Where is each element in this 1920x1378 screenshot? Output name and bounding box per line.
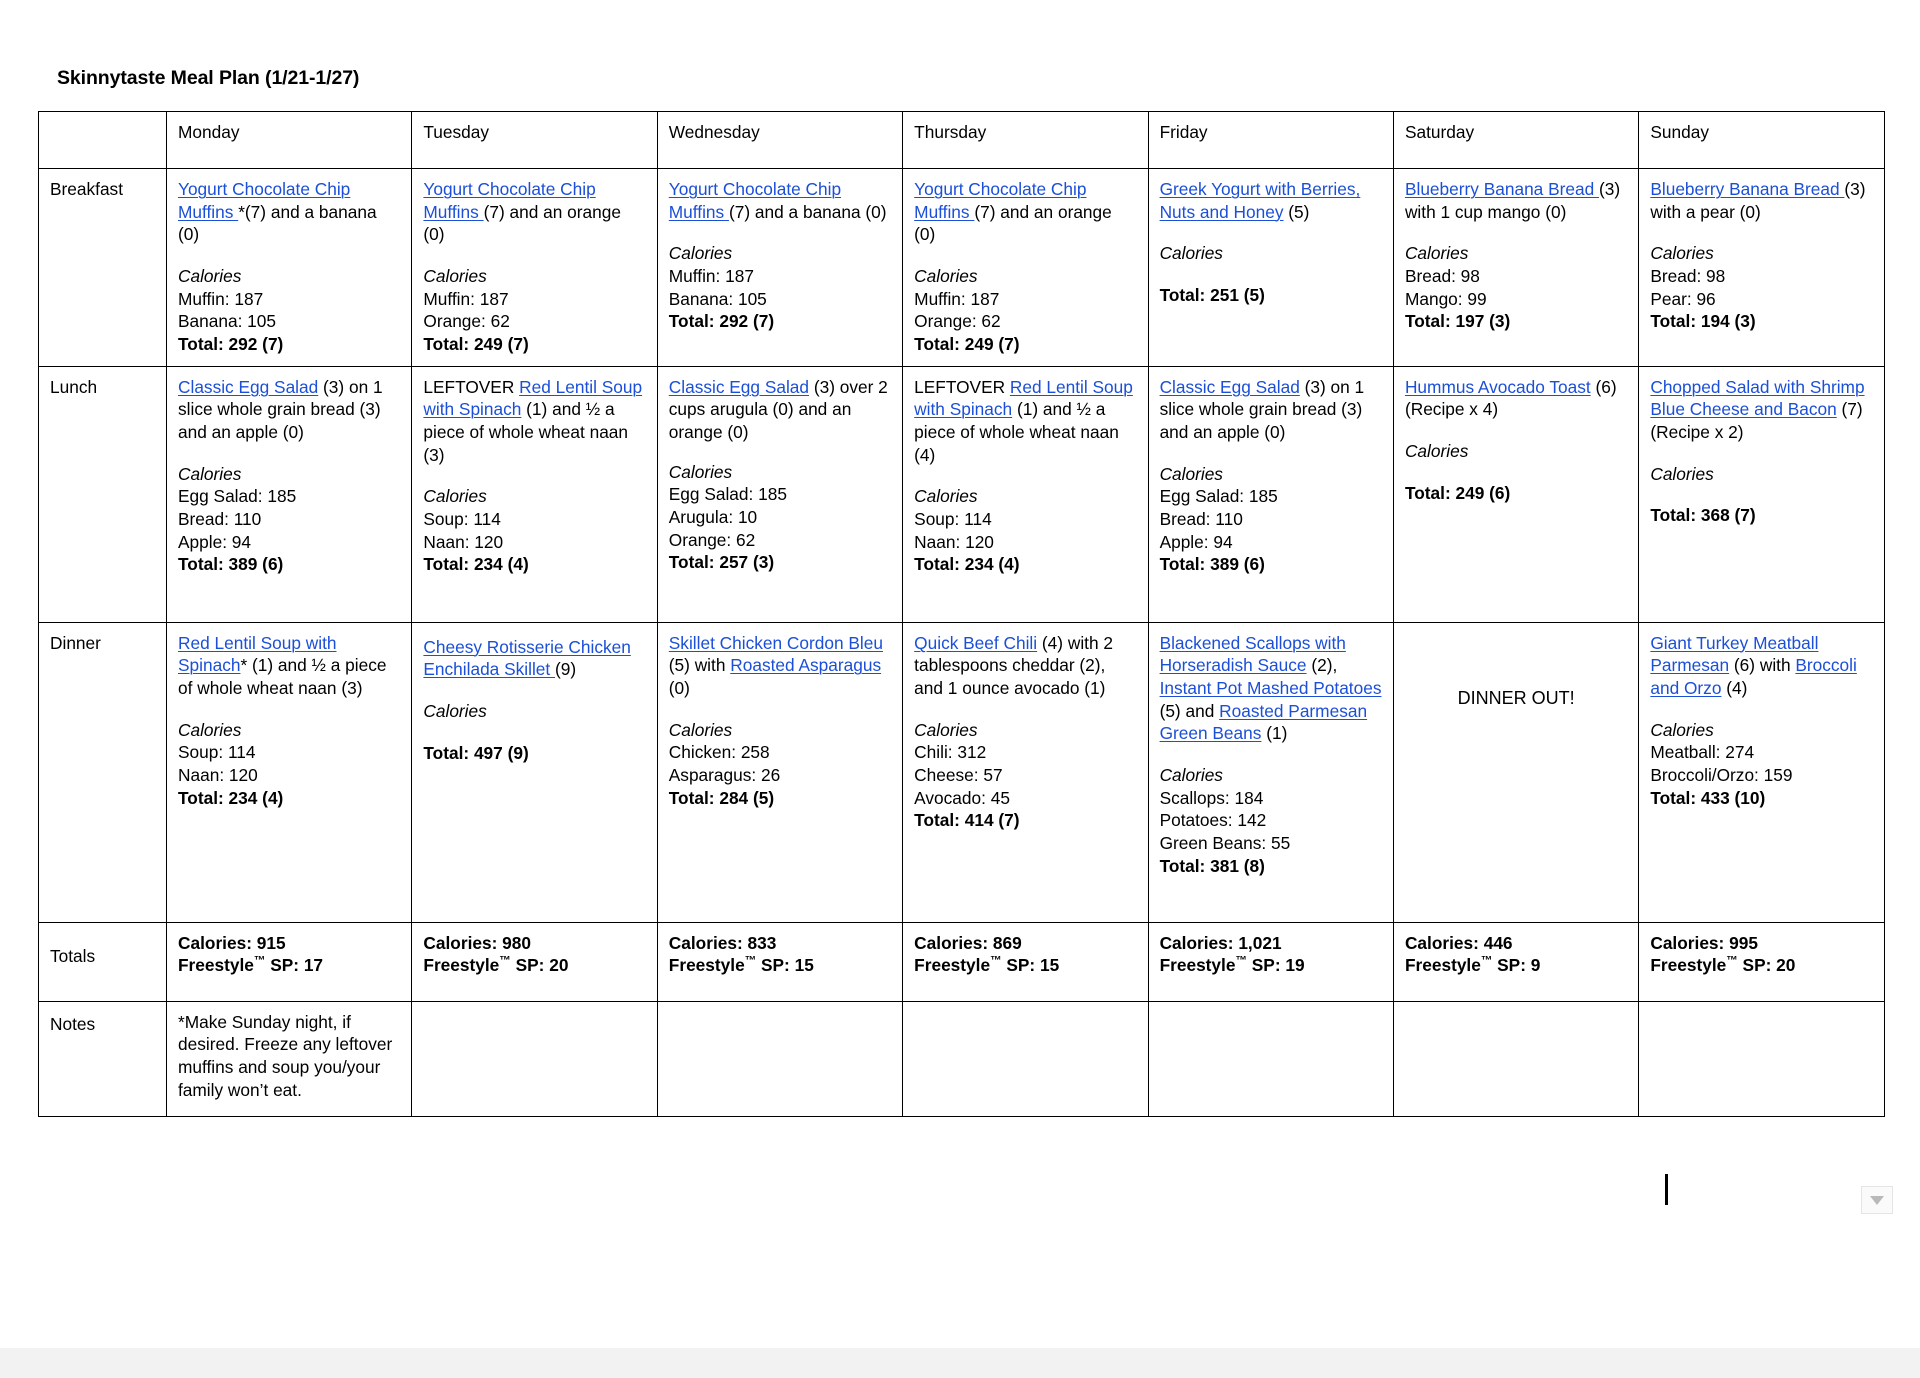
recipe-link-cheesy-rotisserie-chicken-enchilada-skillet[interactable]: Cheesy Rotisserie Chicken Enchilada Skillet	[423, 636, 631, 680]
calories-label: Calories	[1404, 440, 1469, 461]
calorie-item: Chili: 312	[914, 742, 987, 763]
recipe-link-instant-pot-mashed-potatoes[interactable]: Instant Pot Mashed Potatoes	[1159, 677, 1382, 698]
calories-label: Calories	[668, 719, 733, 740]
column-header-friday: Friday	[1148, 112, 1393, 169]
dinner-friday-mid2: (5) and	[1159, 700, 1220, 721]
calories-label: Calories	[423, 486, 487, 507]
breakfast-wednesday-desc: (7) and a banana (0)	[728, 201, 887, 222]
calories-label: Calories	[423, 265, 487, 286]
cell-dinner-thursday	[903, 622, 1148, 922]
calorie-item: Orange: 62	[668, 529, 756, 550]
row-label-totals: Totals	[39, 922, 167, 1001]
totals-calories: Calories: 446	[1404, 932, 1513, 953]
calorie-item: Soup: 114	[914, 508, 992, 529]
cell-dinner-tuesday	[412, 622, 657, 922]
totals-calories: Calories: 915	[178, 932, 286, 953]
dinner-sunday-desc: (4)	[1721, 677, 1748, 698]
dinner-friday-desc: (1)	[1261, 723, 1288, 744]
calories-label: Calories	[1159, 764, 1223, 785]
lunch-friday-desc: (3) on 1 slice whole grain bread (3) and an apple (0)	[1159, 376, 1365, 442]
calorie-item: Asparagus: 26	[668, 764, 781, 785]
row-label-breakfast: Breakfast	[39, 169, 167, 367]
calorie-item: Naan: 120	[423, 531, 504, 552]
chevron-down-icon	[1870, 1196, 1884, 1205]
cell-breakfast-tuesday	[412, 169, 657, 367]
freestyle-label: Freestyle	[668, 955, 745, 976]
totals-calories: Calories: 1,021	[1159, 932, 1282, 953]
recipe-link-blueberry-banana-bread[interactable]: Blueberry Banana Bread	[1650, 179, 1845, 199]
calories-label: Calories	[914, 486, 978, 507]
calorie-total: Total: 234 (4)	[423, 554, 529, 575]
calorie-item: Orange: 62	[914, 311, 1001, 332]
calorie-total: Total: 381 (8)	[1159, 855, 1265, 876]
calorie-total: Total: 249 (7)	[914, 333, 1020, 354]
calories-label: Calories	[914, 719, 978, 740]
calorie-item: Meatball: 274	[1650, 742, 1755, 763]
cell-lunch-monday	[167, 366, 412, 622]
row-label-notes: Notes	[39, 1001, 167, 1116]
calorie-total: Total: 194 (3)	[1650, 311, 1756, 332]
trademark-symbol: ™	[744, 955, 757, 968]
recipe-link-skillet-chicken-cordon-bleu[interactable]: Skillet Chicken Cordon Bleu	[668, 632, 883, 653]
breakfast-tuesday-desc: (7) and an orange (0)	[423, 201, 621, 245]
sp-value: SP: 15	[1001, 955, 1060, 976]
cell-notes-thursday[interactable]	[903, 1001, 1148, 1116]
cell-breakfast-saturday	[1393, 169, 1638, 367]
cell-dinner-saturday	[1393, 622, 1638, 922]
cell-totals-sunday	[1639, 922, 1884, 1001]
calories-label: Calories	[1650, 719, 1714, 740]
sp-value: SP: 19	[1246, 955, 1305, 976]
dinner-sunday-mid: (6) with	[1729, 655, 1796, 676]
calorie-item: Soup: 114	[178, 742, 256, 763]
recipe-link-roasted-asparagus[interactable]: Roasted Asparagus	[730, 655, 882, 676]
recipe-link-blueberry-banana-bread[interactable]: Blueberry Banana Bread	[1404, 179, 1600, 199]
calorie-item: Orange: 62	[423, 311, 510, 332]
cell-dinner-friday	[1148, 622, 1393, 922]
calories-label: Calories	[178, 265, 242, 286]
sp-value: SP: 15	[756, 955, 814, 976]
calorie-item: Banana: 105	[668, 288, 767, 309]
calorie-item: Egg Salad: 185	[1159, 486, 1278, 507]
leftover-prefix: LEFTOVER	[914, 376, 1010, 397]
cell-dinner-monday	[167, 622, 412, 922]
cell-notes-saturday[interactable]	[1393, 1001, 1638, 1116]
cell-lunch-tuesday	[412, 366, 657, 622]
recipe-link-yogurt-chocolate-chip-muffins[interactable]: Yogurt Chocolate Chip Muffins	[914, 179, 1087, 222]
breakfast-friday-desc: (5)	[1283, 201, 1310, 222]
calorie-total: Total: 284 (5)	[668, 787, 775, 808]
totals-calories: Calories: 980	[423, 932, 531, 953]
recipe-link-yogurt-chocolate-chip-muffins[interactable]: Yogurt Chocolate Chip Muffins	[668, 179, 842, 222]
trademark-symbol: ™	[499, 955, 511, 968]
leftover-prefix: LEFTOVER	[423, 376, 520, 397]
calorie-item: Chicken: 258	[668, 742, 770, 763]
trademark-symbol: ™	[1235, 955, 1247, 968]
totals-smartpoints	[914, 954, 1136, 977]
dinner-tuesday-desc: (9)	[555, 659, 577, 680]
totals-smartpoints	[1160, 954, 1382, 977]
scroll-down-button[interactable]	[1861, 1186, 1893, 1214]
recipe-link-red-lentil-soup-with-spinach[interactable]: Red Lentil Soup with Spinach	[914, 376, 1133, 420]
calorie-item: Avocado: 45	[914, 787, 1010, 808]
freestyle-label: Freestyle	[1650, 955, 1727, 976]
table-row-totals	[39, 922, 1885, 1001]
table-row-lunch	[39, 366, 1885, 622]
recipe-link-blackened-scallops-with-horseradish-sauce[interactable]: Blackened Scallops with Horseradish Sauce	[1159, 632, 1346, 676]
cell-totals-friday	[1148, 922, 1393, 1001]
lunch-thursday-desc: (1) and ½ a piece of whole wheat naan (4)	[914, 399, 1119, 465]
cell-lunch-saturday	[1393, 366, 1638, 622]
spacer	[1160, 265, 1382, 284]
recipe-link-quick-beef-chili[interactable]: Quick Beef Chili	[914, 632, 1038, 653]
trademark-symbol: ™	[1726, 955, 1738, 968]
sp-value: SP: 9	[1492, 955, 1541, 976]
calorie-total: Total: 234 (4)	[914, 554, 1020, 575]
recipe-link-classic-egg-salad[interactable]: Classic Egg Salad	[178, 376, 319, 397]
dinner-thursday-desc: (4) with 2 tablespoons cheddar (2), and 1 ounce avocado (1)	[914, 632, 1113, 698]
totals-calories: Calories: 995	[1650, 932, 1758, 953]
recipe-link-giant-turkey-meatball-parmesan[interactable]: Giant Turkey Meatball Parmesan	[1650, 632, 1819, 676]
cell-lunch-sunday	[1639, 366, 1884, 622]
totals-calories: Calories: 869	[914, 932, 1022, 953]
column-header-thursday: Thursday	[903, 112, 1148, 169]
cell-breakfast-wednesday	[657, 169, 902, 367]
calories-label: Calories	[1650, 463, 1714, 484]
totals-smartpoints	[1650, 954, 1872, 977]
calorie-item: Bread: 98	[1650, 265, 1726, 286]
recipe-link-classic-egg-salad[interactable]: Classic Egg Salad	[668, 376, 810, 397]
calorie-item: Soup: 114	[423, 508, 501, 529]
lunch-tuesday-desc: (1) and ½ a piece of whole wheat naan (3)	[423, 399, 629, 465]
dinner-out-text: DINNER OUT!	[1457, 687, 1575, 708]
calorie-item: Naan: 120	[914, 531, 994, 552]
spacer	[1405, 463, 1627, 482]
column-header-wednesday: Wednesday	[657, 112, 902, 169]
recipe-link-red-lentil-soup-with-spinach[interactable]: Red Lentil Soup with Spinach	[178, 632, 337, 676]
calorie-item: Banana: 105	[178, 311, 277, 332]
table-row-notes	[39, 1001, 1885, 1116]
calories-label: Calories	[1650, 243, 1714, 264]
calorie-item: Pear: 96	[1650, 288, 1716, 309]
calorie-total: Total: 249 (6)	[1404, 482, 1511, 503]
sp-value: SP: 20	[1737, 955, 1796, 976]
totals-calories: Calories: 833	[668, 932, 777, 953]
table-row-breakfast	[39, 169, 1885, 367]
calorie-item: Muffin: 187	[178, 288, 264, 309]
trademark-symbol: ™	[1480, 955, 1493, 968]
table-row-dinner	[39, 622, 1885, 922]
calorie-item: Naan: 120	[178, 764, 258, 785]
calorie-total: Total: 368 (7)	[1650, 505, 1756, 526]
calories-label: Calories	[178, 719, 242, 740]
cell-breakfast-sunday	[1639, 169, 1884, 367]
table-header-row	[39, 112, 1885, 169]
cell-notes-tuesday[interactable]	[412, 1001, 657, 1116]
cell-totals-monday	[167, 922, 412, 1001]
recipe-link-roasted-parmesan-green-beans[interactable]: Roasted Parmesan Green Beans	[1159, 700, 1368, 744]
freestyle-label: Freestyle	[178, 955, 254, 976]
calories-label: Calories	[1404, 243, 1469, 264]
calorie-total: Total: 497 (9)	[423, 742, 529, 763]
column-header-monday: Monday	[167, 112, 412, 169]
calories-label: Calories	[423, 700, 487, 721]
meal-plan-table	[38, 111, 1885, 1117]
recipe-link-red-lentil-soup-with-spinach[interactable]: Red Lentil Soup with Spinach	[423, 376, 643, 420]
spacer	[423, 723, 645, 742]
calorie-total: Total: 414 (7)	[914, 810, 1020, 831]
calorie-item: Muffin: 187	[423, 288, 509, 309]
breakfast-thursday-desc: (7) and an orange (0)	[914, 201, 1112, 245]
calories-label: Calories	[914, 265, 978, 286]
calorie-total: Total: 433 (10)	[1650, 787, 1766, 808]
calories-label: Calories	[1159, 243, 1223, 264]
calorie-total: Total: 292 (7)	[668, 311, 775, 332]
cell-breakfast-thursday	[903, 169, 1148, 367]
calorie-item: Bread: 110	[178, 508, 262, 529]
dinner-wednesday-mid: (5) with	[668, 655, 731, 676]
totals-smartpoints	[178, 954, 400, 977]
row-label-lunch: Lunch	[39, 366, 167, 622]
calorie-total: Total: 251 (5)	[1159, 284, 1265, 305]
recipe-link-yogurt-chocolate-chip-muffins[interactable]: Yogurt Chocolate Chip Muffins	[423, 179, 596, 222]
recipe-link-chopped-salad-with-shrimp-blue-cheese-and-bacon[interactable]: Chopped Salad with Shrimp Blue Cheese and Bacon	[1650, 376, 1865, 420]
calorie-item: Mango: 99	[1404, 288, 1487, 309]
calorie-item: Arugula: 10	[668, 506, 758, 527]
calorie-total: Total: 389 (6)	[1159, 554, 1265, 575]
calorie-total: Total: 197 (3)	[1404, 311, 1511, 332]
cell-lunch-friday	[1148, 366, 1393, 622]
calorie-total: Total: 292 (7)	[178, 333, 284, 354]
calorie-item: Bread: 98	[1404, 265, 1480, 286]
freestyle-label: Freestyle	[1159, 955, 1236, 976]
cell-totals-saturday	[1393, 922, 1638, 1001]
calorie-item: Cheese: 57	[914, 764, 1003, 785]
calorie-item: Apple: 94	[1159, 531, 1233, 552]
lunch-wednesday-desc: (3) over 2 cups arugula (0) and an orange (0)	[668, 376, 888, 442]
calorie-item: Egg Salad: 185	[668, 484, 787, 505]
totals-smartpoints	[1405, 954, 1627, 977]
calorie-total: Total: 257 (3)	[668, 552, 775, 573]
cell-notes-friday[interactable]	[1148, 1001, 1393, 1116]
calories-label: Calories	[178, 463, 242, 484]
calorie-total: Total: 234 (4)	[178, 787, 284, 808]
breakfast-saturday-desc: (3) with 1 cup mango (0)	[1404, 179, 1621, 222]
page-title: Skinnytaste Meal Plan (1/21-1/27)	[57, 67, 360, 89]
calorie-item: Muffin: 187	[914, 288, 1000, 309]
lunch-saturday-desc: (6) (Recipe x 4)	[1404, 376, 1617, 420]
sp-value: SP: 17	[265, 955, 324, 976]
cell-dinner-wednesday	[657, 622, 902, 922]
recipe-link-yogurt-chocolate-chip-muffins[interactable]: Yogurt Chocolate Chip Muffins	[178, 179, 351, 222]
calorie-item: Green Beans: 55	[1159, 832, 1291, 853]
freestyle-label: Freestyle	[1404, 955, 1481, 976]
totals-smartpoints	[669, 954, 891, 977]
sp-value: SP: 20	[510, 955, 569, 976]
calorie-item: Potatoes: 142	[1159, 810, 1267, 831]
dinner-monday-desc: * (1) and ½ a piece of whole wheat naan (3)	[178, 655, 387, 698]
lunch-monday-desc: (3) on 1 slice whole grain bread (3) and an apple (0)	[178, 376, 383, 442]
calorie-total: Total: 249 (7)	[423, 333, 529, 354]
breakfast-sunday-desc: (3) with a pear (0)	[1650, 179, 1866, 222]
column-header-tuesday: Tuesday	[412, 112, 657, 169]
recipe-link-classic-egg-salad[interactable]: Classic Egg Salad	[1159, 376, 1300, 397]
spacer	[1650, 485, 1872, 504]
column-header-saturday: Saturday	[1393, 112, 1638, 169]
cell-notes-sunday[interactable]	[1639, 1001, 1884, 1116]
calorie-item: Scallops: 184	[1159, 787, 1264, 808]
cell-breakfast-monday	[167, 169, 412, 367]
calorie-item: Broccoli/Orzo: 159	[1650, 764, 1793, 785]
calorie-item: Bread: 110	[1159, 508, 1243, 529]
calories-label: Calories	[668, 243, 733, 264]
calories-label: Calories	[1159, 463, 1223, 484]
calorie-item: Apple: 94	[178, 531, 252, 552]
cell-lunch-thursday	[903, 366, 1148, 622]
page-bottom-band	[0, 1348, 1920, 1378]
dinner-wednesday-desc: (0)	[668, 677, 690, 698]
calories-label: Calories	[668, 461, 733, 482]
dinner-friday-mid1: (2),	[1306, 655, 1338, 676]
cell-totals-wednesday	[657, 922, 902, 1001]
trademark-symbol: ™	[253, 955, 266, 968]
cell-dinner-sunday	[1639, 622, 1884, 922]
totals-smartpoints	[423, 954, 645, 977]
row-label-dinner: Dinner	[39, 622, 167, 922]
recipe-link-hummus-avocado-toast[interactable]: Hummus Avocado Toast	[1404, 376, 1591, 397]
lunch-sunday-desc: (7) (Recipe x 2)	[1650, 399, 1863, 442]
corner-cell	[39, 112, 167, 169]
breakfast-monday-desc: *(7) and a banana (0)	[178, 201, 377, 245]
freestyle-label: Freestyle	[914, 955, 991, 976]
cell-breakfast-friday	[1148, 169, 1393, 367]
freestyle-label: Freestyle	[423, 955, 500, 976]
text-cursor	[1665, 1174, 1668, 1205]
calorie-total: Total: 389 (6)	[178, 554, 284, 575]
calorie-item: Egg Salad: 185	[178, 486, 297, 507]
calorie-item: Muffin: 187	[668, 265, 754, 286]
trademark-symbol: ™	[990, 955, 1002, 968]
recipe-link-broccoli-and-orzo[interactable]: Broccoli and Orzo	[1650, 655, 1857, 698]
recipe-link-greek-yogurt-with-berries-nuts-and-honey[interactable]: Greek Yogurt with Berries, Nuts and Honey	[1159, 179, 1361, 222]
cell-notes-wednesday[interactable]	[657, 1001, 902, 1116]
cell-notes-monday[interactable]: *Make Sunday night, if desired. Freeze any leftover muffins and soup you/your family won’t eat.	[167, 1001, 412, 1116]
cell-lunch-wednesday	[657, 366, 902, 622]
column-header-sunday: Sunday	[1639, 112, 1884, 169]
cell-totals-thursday	[903, 922, 1148, 1001]
cell-totals-tuesday	[412, 922, 657, 1001]
